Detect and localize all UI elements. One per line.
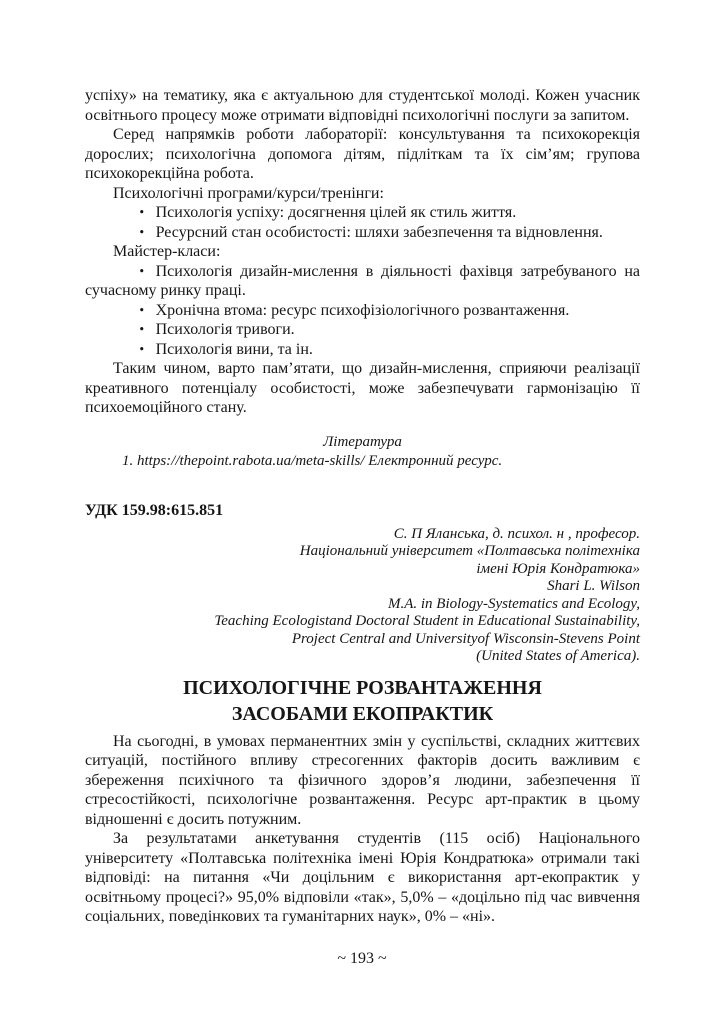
bullet-marker: • [139,341,145,357]
article-paragraph: На сьогодні, в умовах перманентних змін у суспільстві, складних життєвих ситуацій, постійного впливу стресогенних факторів досить важливим є збереження психічного та фізичного здоров’я людини, забезпечення її стресостійкості, психологічне розвантаження. Ресурс арт-практик в цьому відношенні є досить потужним. [85,732,640,828]
literature-heading: Література [323,433,402,450]
author-line: Shari L. Wilson [547,578,640,594]
udc-code: УДК 159.98:615.851 [85,501,224,519]
list-item-masterclass [85,262,640,301]
page-number: ~ 193 ~ [337,950,387,967]
list-item-program [85,203,640,223]
list-item-text: Психологія вини, та ін. [155,340,313,358]
list-item-masterclass [85,301,640,321]
list-item-masterclass [85,340,640,360]
author-line: Teaching Ecologistand Doctoral Student in Educational Sustainability, [214,613,640,629]
list-item-text: Хронічна втома: ресурс психофізіологічного розвантаження. [155,301,570,319]
list-item-masterclass [85,320,640,340]
author-block [85,526,640,666]
list-item-program [85,223,640,243]
article-paragraph: За результатами анкетування студентів (115 осіб) Національного університету «Полтавська політехніка імені Юрія Кондратюка» отримали такі відповіді: на питання «Чи доцільним є використання арт-екопрактик у освітньому процесі?» 95,0% відповіли «так», 5,0% – «доцільно під час вивчення соціальних, поведінкових та гуманітарних наук», 0% – «ні». [85,830,640,925]
author-line: M.A. in Biology-Systematics and Ecology, [387,595,640,612]
author-line: Національний університет «Полтавська політехніка [299,543,640,559]
list-item-text: Ресурсний стан особистості: шляхи забезпечення та відновлення. [155,223,603,241]
programs-heading: Психологічні програми/курси/тренінги: [113,184,384,202]
bullet-marker: • [139,224,145,240]
list-item-text: Психологія тривоги. [155,321,295,338]
article-title-line: ПСИХОЛОГІЧНЕ РОЗВАНТАЖЕННЯ [183,676,542,699]
closing-paragraph: Таким чином, варто пам’ятати, що дизайн-мислення, сприяючи реалізації креативного потенціалу особистості, може забезпечувати гармонізацію її психоемоційного стану. [85,360,640,416]
author-line: (United States of America). [476,648,640,664]
bullet-marker: • [139,205,145,220]
list-item-text: Психологія дизайн-мислення в діяльності фахівця затребуваного на сучасному ринку праці. [85,262,640,299]
bullet-marker: • [139,263,145,279]
literature-item: 1. https://thepoint.rabota.ua/meta-skills/ Електронний ресурс. [122,452,503,469]
article-title [85,675,640,727]
author-line: Project Central and Universityof Wisconsin-Stevens Point [291,630,640,647]
page-content [85,86,640,927]
paragraph-lab-directions: Серед напрямків роботи лабораторії: консультування та психокорекція дорослих; психологічна допомога дітям, підліткам та їх сім’ям; групова психокорекційна робота. [85,126,640,182]
paragraph-continuation: успіху» на тематику, яка є актуальною для студентської молоді. Кожен учасник освітнього процесу може отримати відповідні психологічні послуги за запитом. [85,87,640,124]
list-item-text: Психологія успіху: досягнення цілей як стиль життя. [155,204,517,221]
article-title-line: ЗАСОБАМИ ЕКОПРАКТИК [231,702,494,725]
bullet-marker: • [139,302,145,318]
masterclass-heading: Майстер-класи: [113,243,221,260]
author-line: імені Юрія Кондратюка» [476,560,640,577]
bullet-marker: • [139,322,145,337]
author-line: С. П Яланська, д. психол. н , професор. [393,525,640,542]
